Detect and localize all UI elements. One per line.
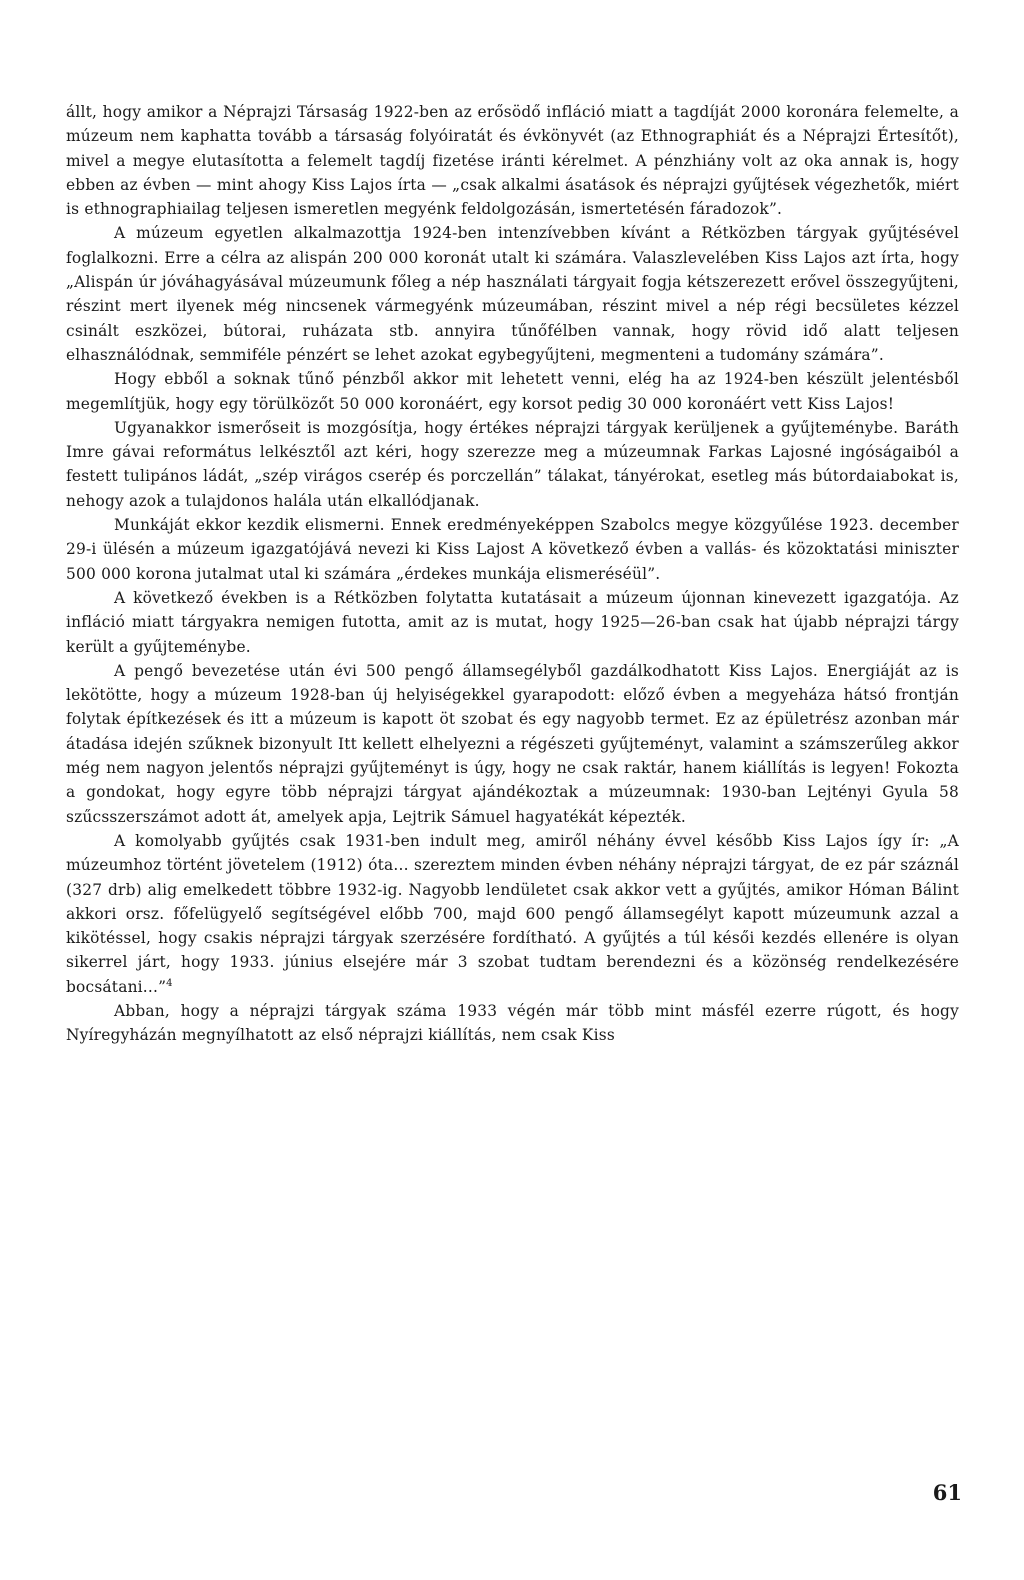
paragraph-9: Abban, hogy a néprajzi tárgyak száma 1933 végén már több mint másfél ezerre rúgott, és hogy Nyíregyházán megnyílhatott az első néprajzi kiállítás, nem csak Kiss xyxy=(66,1001,959,1045)
footnote-marker: 4 xyxy=(166,977,173,989)
page-number: 61 xyxy=(932,1480,962,1505)
paragraph-4: Ugyanakkor ismerőseit is mozgósítja, hogy értékes néprajzi tárgyak kerüljenek a gyűjteménybe. Baráth Imre gávai református lelkésztől azt kéri, hogy szerezze meg a múzeumnak Farkas Lajosné ingóságaiból a festett tulipános ládát, „szép virágos cserép és porczellán” tálakat, tányérokat, esetleg más bútordaiabokat is, nehogy azok a tulajdonos halála után elkallódjanak. xyxy=(66,418,959,510)
paragraph-8: A komolyabb gyűjtés csak 1931-ben indult meg, amiről néhány évvel később Kiss Lajos így ír: „A múzeumhoz történt jövetelem (1912) óta... szereztem minden évben néhány néprajzi tárgyat, de ez pár száznál (327 drb) alig emelkedett többre 1932-ig. Nagyobb lendületet csak akkor vett a gyűjtés, amikor Hóman Bálint akkori orsz. főfelügyelő segítségével előbb 700, majd 600 pengő államsegélyt kapott múzeumunk azzal a kikötéssel, hogy csakis néprajzi tárgyak szerzésére fordítható. A gyűjtés a túl késői kezdés ellenére is olyan sikerrel járt, hogy 1933. június elsejére már 3 szobat tudtam berendezni és a közönség rendelkezésére bocsátani...” xyxy=(66,831,959,996)
paragraph-7: A pengő bevezetése után évi 500 pengő államsegélyből gazdálkodhatott Kiss Lajos. Energiáját az is lekötötte, hogy a múzeum 1928-ban új helyiségekkel gyarapodott: előző évben a megyeháza hátsó frontján folytak építkezések és itt a múzeum is kapott öt szobat és egy nagyobb termet. Ez az épületrész azonban már átadása idején szűknek bizonyult Itt kellett elhelyezni a régészeti gyűjteményt, valamint a számszerűleg akkor még nem nagyon jelentős néprajzi gyűjteményt is úgy, hogy ne csak raktár, hanem kiállítás is legyen! Fokozta a gondokat, hogy egyre több néprajzi tárgyat ajándékoztak a múzeumnak: 1930-ban Lejtényi Gyula 58 szűcsszerszámot adott át, amelyek apja, Lejtrik Sámuel hagyatékát képezték. xyxy=(66,661,959,826)
paragraph-2: A múzeum egyetlen alkalmazottja 1924-ben intenzívebben kívánt a Rétközben tárgyak gyűjtésével foglalkozni. Erre a célra az alispán 200 000 koronát utalt ki számára. Valaszlevelében Kiss Lajos azt írta, hogy „Alispán úr jóváhagyásával múzeumunk főleg a nép használati tárgyait fogja kétszerezett erővel összegyűjteni, részint mert ilyenek még nincsenek vármegyénk múzeumában, részint mivel a nép régi becsületes kézzel csinált eszközei, bútorai, ruházata stb. annyira tűnőfélben vannak, hogy rövid idő alatt teljesen elhasználódnak, semmiféle pénzért se lehet azokat egybegyűjteni, megmenteni a tudomány számára”. xyxy=(66,224,959,364)
paragraph-1: állt, hogy amikor a Néprajzi Társaság 1922-ben az erősödő infláció miatt a tagdíját 2000 koronára felemelte, a múzeum nem kaphatta tovább a társaság folyóiratát és évkönyvét (az Ethnographiát és a Néprajzi Értesítőt), mivel a megye elutasította a felemelt tagdíj fizetése iránti kérelmet. A pénzhiány volt az oka annak is, hogy ebben az évben — mint ahogy Kiss Lajos írta — „csak alkalmi ásatások és néprajzi gyűjtések végezhetők, miért is ethnographiailag teljesen ismeretlen megyénk feldolgozásán, ismertetésén fáradozok”. xyxy=(66,103,959,219)
paragraph-5: Munkáját ekkor kezdik elismerni. Ennek eredményeképpen Szabolcs megye közgyűlése 1923. december 29-i ülésén a múzeum igazgatójává nevezi ki Kiss Lajost A következő évben a vallás- és közoktatási miniszter 500 000 korona jutalmat utal ki számára „érdekes munkája elismeréséül”. xyxy=(66,516,959,583)
paragraph-6: A következő években is a Rétközben folytatta kutatásait a múzeum újonnan kinevezett igazgatója. Az infláció miatt tárgyakra nemigen futotta, amit az is mutat, hogy 1925—26-ban csak hat újabb néprajzi tárgy került a gyűjteménybe. xyxy=(66,588,959,656)
paragraph-3: Hogy ebből a soknak tűnő pénzből akkor mit lehetett venni, elég ha az 1924-ben készült jelentésből megemlítjük, hogy egy törülközőt 50 000 koronáért, egy korsot pedig 30 000 koronáért vett Kiss Lajos! xyxy=(66,370,959,413)
page-body xyxy=(66,100,959,1048)
paragraph-8-wrap xyxy=(66,829,959,999)
